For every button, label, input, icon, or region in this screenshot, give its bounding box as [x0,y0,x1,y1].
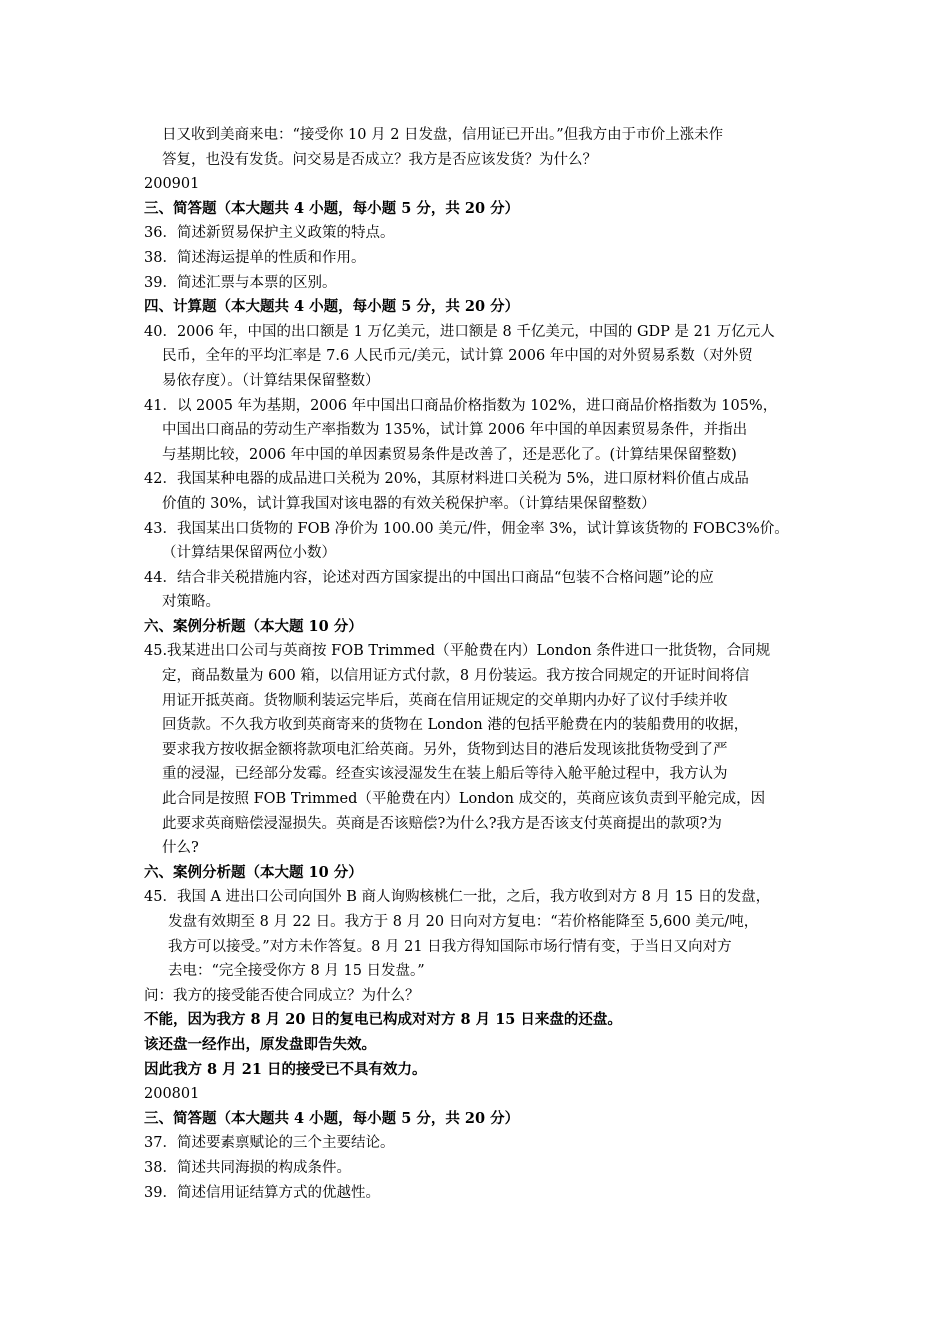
heading-line: 不能，因为我方 8 月 20 日的复电已构成对对方 8 月 15 日来盘的还盘。 [144,1011,622,1029]
text-line: 此要求英商赔偿浸湿损失。英商是否该赔偿?为什么?我方是否该支付英商提出的款项?为 [162,815,722,832]
text-line: 回货款。不久我方收到英商寄来的货物在 London 港的包括平舱费在内的装船费用的收据， [162,717,749,734]
heading-line: 六、案例分析题（本大题 10 分） [144,863,363,881]
heading-line: 三、简答题（本大题共 4 小题，每小题 5 分，共 20 分） [144,199,520,217]
text-line: 36．简述新贸易保护主义政策的特点。 [144,225,395,242]
heading-line: 四、计算题（本大题共 4 小题，每小题 5 分，共 20 分） [144,298,520,316]
text-line: 39．简述信用证结算方式的优越性。 [144,1184,380,1201]
text-line: 200901 [144,176,200,193]
text-line: 39．简述汇票与本票的区别。 [144,274,337,291]
heading-line: 因此我方 8 月 21 日的接受已不具有效力。 [144,1060,427,1078]
text-line: 去电：“完全接受你方 8 月 15 日发盘。” [168,963,425,980]
text-line: 41．以 2005 年为基期，2006 年中国出口商品价格指数为 102%，进口商品价格指数为 105%， [144,397,778,414]
heading-line: 六、案例分析题（本大题 10 分） [144,617,363,635]
text-line: 42．我国某种电器的成品进口关税为 20%，其原材料进口关税为 5%，进口原材料价值占成品 [144,471,749,488]
text-line: 45.我某进出口公司与英商按 FOB Trimmed（平舱费在内）London 条件进口一批货物，合同规 [144,643,771,660]
text-line: 发盘有效期至 8 月 22 日。我方于 8 月 20 日向对方复电：“若价格能降至 5,600 美元/吨， [168,914,759,930]
text-line: 什么? [162,840,199,857]
text-line: 用证开抵英商。货物顺利装运完毕后，英商在信用证规定的交单期内办好了议付手续并收 [162,692,728,709]
text-line: 200801 [144,1086,200,1103]
text-line: 38．简述共同海损的构成条件。 [144,1159,351,1176]
text-line: 40．2006 年，中国的出口额是 1 万亿美元，进口额是 8 千亿美元，中国的 GDP 是 21 万亿元人 [144,323,775,340]
text-line: 易依存度）。（计算结果保留整数） [162,372,380,389]
text-line: 答复，也没有发货。问交易是否成立？我方是否应该发货？为什么？ [162,151,597,168]
text-line: 重的浸湿，已经部分发霉。经查实该浸湿发生在装上船后等待入舱平舱过程中，我方认为 [162,766,728,783]
text-line: 37．简述要素禀赋论的三个主要结论。 [144,1135,395,1152]
text-line: 对策略。 [162,594,220,611]
text-line: 此合同是按照 FOB Trimmed（平舱费在内）London 成交的，英商应该负责到平舱完成，因 [162,791,766,808]
text-line: （计算结果保留两位小数） [162,545,336,562]
text-line: 民币，全年的平均汇率是 7.6 人民币元/美元，试计算 2006 年中国的对外贸易系数（对外贸 [162,348,753,365]
text-line: 38．简述海运提单的性质和作用。 [144,249,366,266]
document-body [144,123,820,1205]
text-line: 要求我方按收据金额将款项电汇给英商。另外，货物到达目的港后发现该批货物受到了严 [162,741,728,758]
text-line: 我方可以接受。”对方未作答复。8 月 21 日我方得知国际市场行情有变，于当日又向对方 [168,938,732,955]
text-line: 与基期比较，2006 年中国的单因素贸易条件是改善了，还是恶化了。(计算结果保留整数) [162,446,737,463]
heading-line: 该还盘一经作出，原发盘即告失效。 [144,1035,376,1053]
text-line: 45．我国 A 进出口公司向国外 B 商人询购核桃仁一批，之后，我方收到对方 8 月 15 日的发盘， [144,889,771,906]
text-line: 价值的 30%，试计算我国对该电器的有效关税保护率。（计算结果保留整数） [162,495,656,512]
text-line: 问：我方的接受能否使合同成立？为什么？ [144,987,420,1004]
text-line: 中国出口商品的劳动生产率指数为 135%，试计算 2006 年中国的单因素贸易条件，并指出 [162,422,748,439]
text-line: 44．结合非关税措施内容，论述对西方国家提出的中国出口商品“包装不合格问题”论的应 [144,569,714,586]
heading-line: 三、简答题（本大题共 4 小题，每小题 5 分，共 20 分） [144,1109,520,1127]
text-line: 日又收到美商来电：“接受你 10 月 2 日发盘，信用证已开出。”但我方由于市价上涨未作 [162,127,724,143]
text-line: 43．我国某出口货物的 FOB 净价为 100.00 美元/件，佣金率 3%，试计算该货物的 FOBC3%价。 [144,520,789,537]
text-line: 定，商品数量为 600 箱，以信用证方式付款，8 月份装运。我方按合同规定的开证时间将信 [162,668,750,685]
